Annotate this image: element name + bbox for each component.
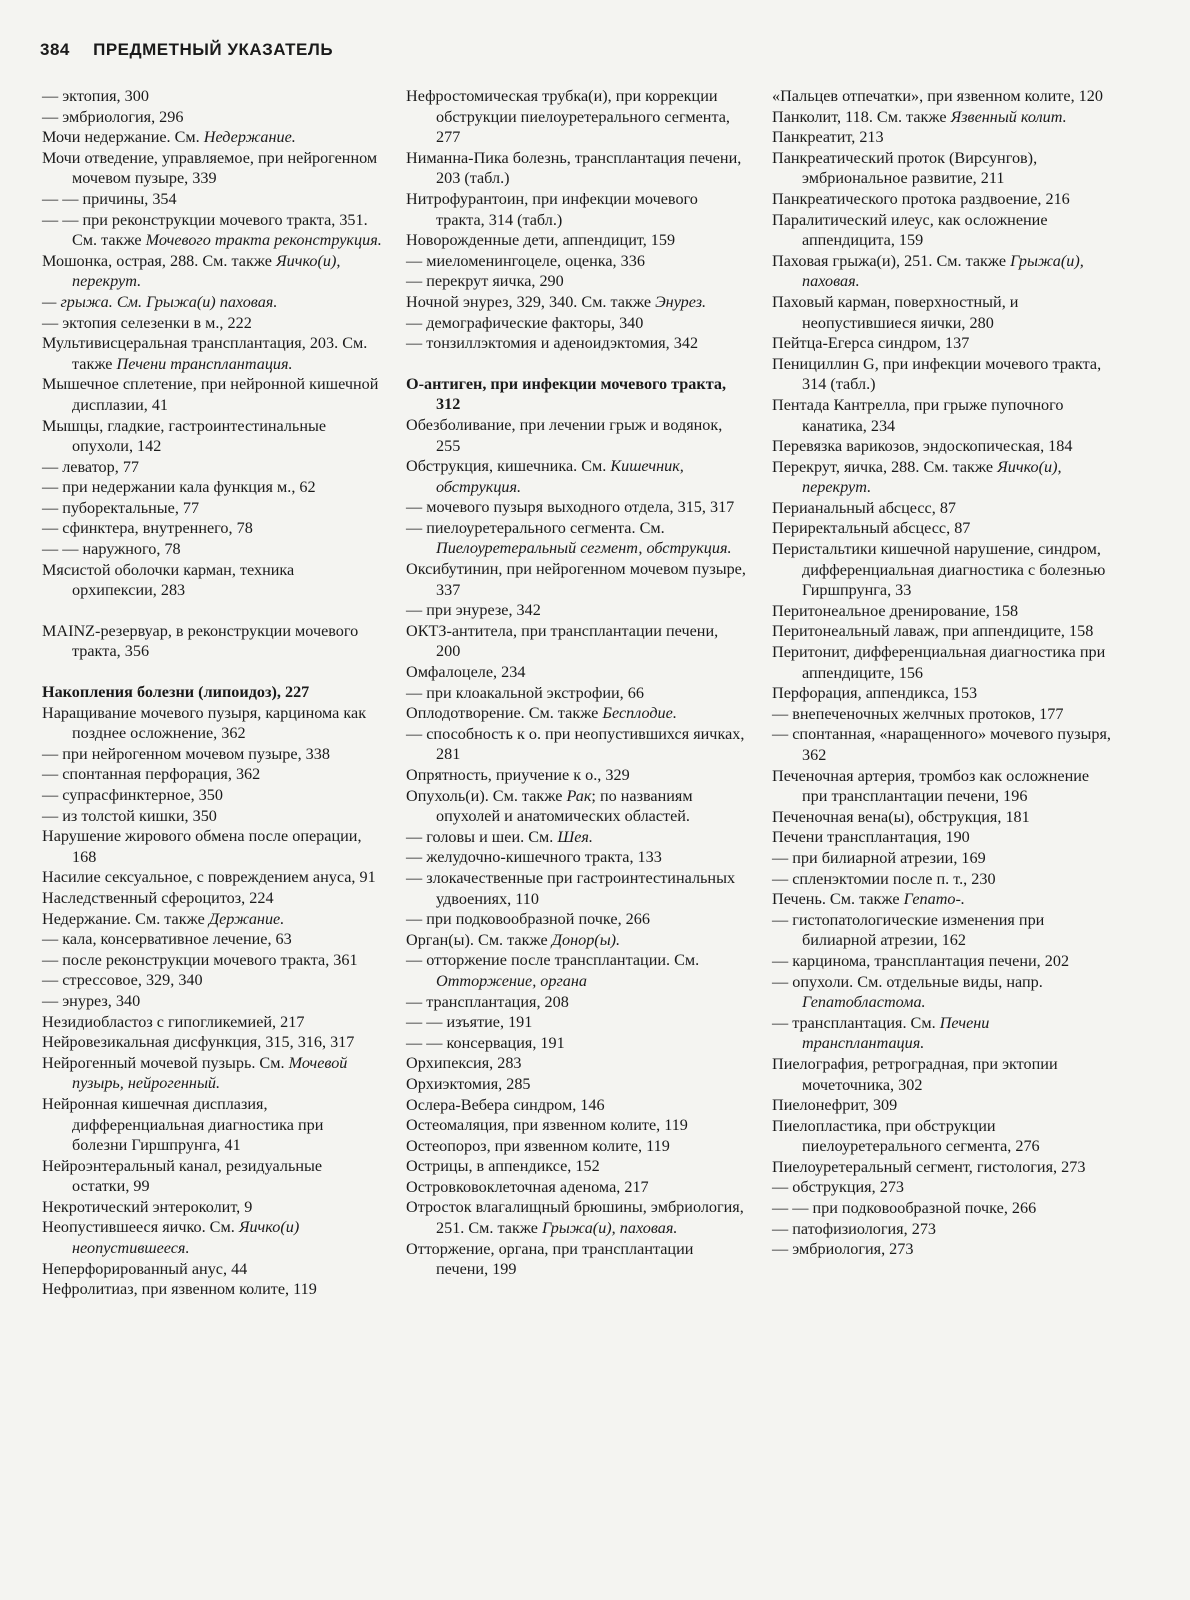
entry-crossref: Мочевого тракта реконструкция. xyxy=(145,231,382,250)
entry-text: Пиелография, ретроградная, при эктопии мочеточника, 302 xyxy=(772,1054,1058,1094)
entry-text: Недержание. См. также xyxy=(42,909,209,928)
entry-text: Остеопороз, при язвенном колите, 119 xyxy=(406,1136,670,1155)
entry-text: — головы и шеи. См. xyxy=(406,827,558,846)
index-entry xyxy=(406,313,746,334)
entry-text: Пиелонефрит, 309 xyxy=(772,1096,898,1115)
index-entry xyxy=(42,1094,382,1156)
entry-text: Нитрофурантоин, при инфекции мочевого тракта, 314 (табл.) xyxy=(406,189,698,229)
entry-text: — супрасфинктерное, 350 xyxy=(42,786,223,804)
entry-text: Остеомаляция, при язвенном колите, 119 xyxy=(406,1116,688,1135)
entry-text: MAINZ-резервуар, в реконструкции мочевого тракта, 356 xyxy=(42,621,359,661)
index-entry xyxy=(406,662,746,683)
entry-text: — — при подковообразной почке, 266 xyxy=(772,1199,1037,1218)
entry-text: Перистальтики кишечной нарушение, синдром, дифференциальная диагностика с болезнью Гиршпрунга, 33 xyxy=(772,540,1106,600)
entry-text: Орхиэктомия, 285 xyxy=(406,1074,531,1093)
index-entry xyxy=(42,703,382,744)
entry-crossref: Гепато-. xyxy=(903,890,965,909)
index-entry xyxy=(772,1116,1112,1157)
entry-text: Нейровезикальная дисфункция, 315, 316, 317 xyxy=(42,1033,355,1052)
index-entry xyxy=(406,703,746,724)
entry-text: Оксибутинин, при нейрогенном мочевом пузыре, 337 xyxy=(406,560,746,599)
index-entry xyxy=(406,456,746,497)
entry-text: Пентада Кантрелла, при грыже пупочного канатика, 234 xyxy=(772,395,1064,435)
index-entry xyxy=(772,601,1112,622)
entry-text: — пиелоуретерального сегмента. См. xyxy=(406,518,665,537)
index-entry xyxy=(772,642,1112,683)
entry-text: Панкреатический проток (Вирсунгов), эмбриональное развитие, 211 xyxy=(772,148,1038,188)
index-entry xyxy=(42,1197,382,1218)
page-header xyxy=(40,40,333,60)
entry-text: Перевязка варикозов, эндоскопическая, 184 xyxy=(772,437,1073,456)
entry-crossref: Грыжа(и), паховая. xyxy=(542,1219,678,1238)
index-entry xyxy=(406,1177,746,1198)
entry-text: Нефростомическая трубка(и), при коррекции обструкции пиелоуретерального сегмента, 277 xyxy=(406,87,730,147)
index-entry xyxy=(772,869,1112,890)
index-entry xyxy=(406,1197,746,1238)
entry-text: — при билиарной атрезии, 169 xyxy=(772,848,986,867)
index-entry xyxy=(42,416,382,457)
entry-text: Пиелоуретеральный сегмент, гистология, 273 xyxy=(772,1157,1086,1176)
index-entry xyxy=(42,1259,382,1280)
entry-text: Паховая грыжа(и), 251. См. также xyxy=(772,251,1011,270)
entry-crossref: Донор(ы). xyxy=(551,930,621,949)
index-entry xyxy=(42,313,382,334)
index-entry xyxy=(772,1239,1112,1260)
entry-text: — спонтанная, «наращенного» мочевого пузыря, 362 xyxy=(772,725,1111,764)
entry-text: Новорожденные дети, аппендицит, 159 xyxy=(406,231,676,250)
entry-text: ; по названиям опухолей и анатомических областей. xyxy=(436,786,693,826)
index-entry xyxy=(42,1279,382,1300)
entry-text: — мочевого пузыря выходного отдела, 315, 317 xyxy=(406,498,735,517)
entry-text: — опухоли. См. отдельные виды, напр. xyxy=(772,972,1043,991)
index-entry xyxy=(772,827,1112,848)
entry-crossref: Отторжение, органа xyxy=(436,971,588,990)
index-entry xyxy=(42,127,382,148)
entry-text: Насилие сексуальное, с повреждением ануса, 91 xyxy=(42,868,376,887)
index-entry xyxy=(42,682,382,703)
index-entry xyxy=(406,148,746,189)
entry-text: О-антиген, при инфекции мочевого тракта, 312 xyxy=(406,374,726,414)
index-entry xyxy=(406,374,746,415)
entry-text: — из толстой кишки, 350 xyxy=(42,806,217,825)
entry-text: Накопления болезни (липоидоз), 227 xyxy=(42,683,310,702)
index-entry xyxy=(772,951,1112,972)
index-entry xyxy=(772,148,1112,189)
index-entry xyxy=(42,292,382,313)
index-entry xyxy=(772,766,1112,807)
index-entry xyxy=(406,518,746,559)
entry-text: Перитонит, дифференциальная диагностика при аппендиците, 156 xyxy=(772,643,1106,682)
entry-text: Обструкция, кишечника. См. xyxy=(406,457,611,476)
index-entry xyxy=(42,210,382,251)
entry-text: — при нейрогенном мочевом пузыре, 338 xyxy=(42,744,330,763)
entry-text: Наращивание мочевого пузыря, карцинома как позднее осложнение, 362 xyxy=(42,703,367,743)
index-entry xyxy=(406,251,746,272)
entry-text: Мультивисцеральная трансплантация, 203. См. также xyxy=(42,334,368,373)
index-entry xyxy=(42,1012,382,1033)
entry-text: — — причины, 354 xyxy=(42,189,177,208)
entry-text: Пенициллин G, при инфекции мочевого тракта, 314 (табл.) xyxy=(772,354,1102,394)
index-entry xyxy=(772,683,1112,704)
entry-crossref: Мочевой пузырь, нейрогенный. xyxy=(72,1053,348,1093)
entry-text: — после реконструкции мочевого тракта, 361 xyxy=(42,950,358,969)
entry-text: Мясистой оболочки карман, техника орхипексии, 283 xyxy=(42,560,295,600)
index-entry xyxy=(772,251,1112,292)
index-entry xyxy=(772,354,1112,395)
entry-text: Печеночная вена(ы), обструкция, 181 xyxy=(772,807,1030,826)
index-entry xyxy=(42,189,382,210)
entry-text: «Пальцев отпечатки», при язвенном колите, 120 xyxy=(772,87,1103,105)
index-entry xyxy=(406,271,746,292)
entry-text: Омфалоцеле, 234 xyxy=(406,663,526,682)
entry-text: — эмбриология, 296 xyxy=(42,107,184,126)
entry-text: — гистопатологические изменения при билиарной атрезии, 162 xyxy=(772,910,1045,950)
index-entry xyxy=(42,374,382,415)
index-entry xyxy=(406,1136,746,1157)
index-entry xyxy=(772,1157,1112,1178)
entry-text: — обструкция, 273 xyxy=(772,1178,905,1197)
index-entry xyxy=(772,972,1112,1013)
index-entry xyxy=(42,888,382,909)
entry-text: Нейроэнтеральный канал, резидуальные остатки, 99 xyxy=(42,1156,323,1196)
index-entry xyxy=(772,127,1112,148)
index-entry xyxy=(772,333,1112,354)
entry-text: Орхипексия, 283 xyxy=(406,1054,522,1073)
index-entry xyxy=(772,189,1112,210)
entry-text: — отторжение после трансплантации. См. xyxy=(406,951,700,970)
index-entry xyxy=(406,1033,746,1054)
page-number: 384 xyxy=(40,40,70,59)
index-entry xyxy=(772,621,1112,642)
entry-crossref: Кишечник, обструкция. xyxy=(436,457,684,496)
entry-text: — — наружного, 78 xyxy=(42,540,181,559)
entry-crossref: Бесплодие. xyxy=(602,704,677,723)
entry-text: Пейтца-Егерса синдром, 137 xyxy=(772,334,970,353)
entry-text: Острицы, в аппендиксе, 152 xyxy=(406,1157,600,1176)
index-column-3 xyxy=(772,86,1112,1260)
index-entry xyxy=(772,107,1112,128)
index-entry xyxy=(406,847,746,868)
index-entry xyxy=(42,498,382,519)
entry-text: Нейрогенный мочевой пузырь. См. xyxy=(42,1053,289,1072)
index-entry xyxy=(772,724,1112,765)
entry-crossref: Рак xyxy=(566,786,592,805)
index-entry xyxy=(42,867,382,888)
index-entry xyxy=(406,1115,746,1136)
index-entry xyxy=(42,1032,382,1053)
entry-text: Периректальный абсцесс, 87 xyxy=(772,519,971,538)
entry-text: — желудочно-кишечного тракта, 133 xyxy=(406,848,662,867)
index-entry xyxy=(42,826,382,867)
index-entry xyxy=(42,1053,382,1094)
index-entry xyxy=(772,1219,1112,1240)
entry-text: — карцинома, трансплантация печени, 202 xyxy=(772,951,1070,970)
index-entry xyxy=(772,704,1112,725)
entry-text: Ослера-Вебера синдром, 146 xyxy=(406,1095,605,1114)
entry-text: Перфорация, аппендикса, 153 xyxy=(772,684,978,703)
entry-text: Нейронная кишечная дисплазия, дифференциальная диагностика при болезни Гиршпрунга, 41 xyxy=(42,1094,324,1155)
index-entry xyxy=(406,1239,746,1280)
entry-text: Перитонеальное дренирование, 158 xyxy=(772,601,1019,620)
index-entry xyxy=(406,1012,746,1033)
entry-text: — трансплантация. См. xyxy=(772,1013,940,1032)
entry-text: — при недержании кала функция м., 62 xyxy=(42,478,316,497)
entry-text: — леватор, 77 xyxy=(42,457,140,476)
index-entry xyxy=(406,415,746,456)
entry-crossref: Недержание. xyxy=(203,128,296,147)
index-entry xyxy=(406,786,746,827)
entry-text: Орган(ы). См. также xyxy=(406,930,552,949)
entry-text: Перианальный абсцесс, 87 xyxy=(772,498,957,517)
index-entry xyxy=(406,230,746,251)
index-entry xyxy=(406,333,746,354)
index-entry xyxy=(406,992,746,1013)
index-entry xyxy=(772,848,1112,869)
index-entry xyxy=(406,868,746,909)
index-entry xyxy=(772,1198,1112,1219)
index-entry xyxy=(42,333,382,374)
entry-text: Нефролитиаз, при язвенном колите, 119 xyxy=(42,1280,317,1299)
index-entry xyxy=(772,518,1112,539)
index-entry xyxy=(42,909,382,930)
entry-crossref: Яичко(и), перекрут. xyxy=(72,251,341,291)
index-entry xyxy=(772,889,1112,910)
entry-text: — при энурезе, 342 xyxy=(406,601,541,620)
index-entry xyxy=(406,559,746,600)
index-entry xyxy=(42,251,382,292)
entry-text: Неопустившееся яичко. См. xyxy=(42,1218,239,1237)
index-entry xyxy=(42,991,382,1012)
entry-text: — способность к о. при неопустившихся яичках, 281 xyxy=(406,724,745,764)
index-entry xyxy=(406,909,746,930)
entry-text: — миеломенингоцеле, оценка, 336 xyxy=(406,251,645,270)
entry-crossref: Язвенный колит. xyxy=(950,107,1067,126)
entry-text: — при подковообразной почке, 266 xyxy=(406,910,650,929)
index-entry xyxy=(406,86,746,148)
entry-crossref: Шея. xyxy=(557,827,593,846)
entry-crossref: Пиелоуретеральный сегмент, обструкция. xyxy=(436,539,732,558)
entry-text: Некротический энтероколит, 9 xyxy=(42,1197,253,1216)
entry-text: Панкреатического протока раздвоение, 216 xyxy=(772,189,1070,208)
entry-text: — энурез, 340 xyxy=(42,991,141,1010)
entry-text: — при клоакальной экстрофии, 66 xyxy=(406,683,644,702)
index-entry xyxy=(772,1177,1112,1198)
index-entry xyxy=(406,292,746,313)
index-entry xyxy=(406,930,746,951)
entry-text: Мышечное сплетение, при нейронной кишечной дисплазии, 41 xyxy=(42,375,379,414)
entry-text: — пуборектальные, 77 xyxy=(42,498,200,517)
index-entry xyxy=(406,1053,746,1074)
index-entry xyxy=(42,970,382,991)
index-entry xyxy=(772,539,1112,601)
entry-text: Пиелопластика, при обструкции пиелоуретерального сегмента, 276 xyxy=(772,1116,1040,1156)
entry-text: Перитонеальный лаваж, при аппендиците, 158 xyxy=(772,622,1094,641)
index-entry xyxy=(406,1095,746,1116)
index-entry xyxy=(772,395,1112,436)
index-entry xyxy=(42,457,382,478)
entry-text: Опухоль(и). См. также xyxy=(406,786,567,805)
entry-text: — — изъятие, 191 xyxy=(406,1013,533,1032)
index-entry xyxy=(406,765,746,786)
index-entry xyxy=(772,807,1112,828)
index-entry xyxy=(406,1074,746,1095)
entry-text: — кала, консервативное лечение, 63 xyxy=(42,930,292,949)
entry-crossref: Энурез. xyxy=(655,292,707,311)
index-entry xyxy=(406,724,746,765)
entry-text: Ниманна-Пика болезнь, трансплантация печени, 203 (табл.) xyxy=(406,148,742,188)
index-entry xyxy=(42,621,382,662)
entry-text: Оплодотворение. См. также xyxy=(406,704,603,723)
entry-crossref: Гепатобластома. xyxy=(802,993,926,1012)
index-entry xyxy=(406,621,746,662)
entry-crossref: Грыжа(и), паховая. xyxy=(802,251,1084,291)
entry-text: Панколит, 118. См. также xyxy=(772,107,951,126)
index-entry xyxy=(42,86,382,107)
index-entry xyxy=(772,457,1112,498)
index-entry xyxy=(406,1156,746,1177)
entry-text: Панкреатит, 213 xyxy=(772,128,884,147)
entry-text: — перекрут яичка, 290 xyxy=(406,272,564,291)
index-entry xyxy=(42,785,382,806)
entry-text: — демографические факторы, 340 xyxy=(406,313,644,332)
entry-text: Опрятность, приучение к о., 329 xyxy=(406,766,630,784)
index-entry xyxy=(406,827,746,848)
index-entry xyxy=(42,1217,382,1258)
index-entry xyxy=(772,1013,1112,1054)
entry-text: — эктопия, 300 xyxy=(42,87,149,105)
entry-text: Мышцы, гладкие, гастроинтестинальные опухоли, 142 xyxy=(42,416,327,456)
entry-text: Неперфорированный анус, 44 xyxy=(42,1259,248,1278)
index-entry xyxy=(406,189,746,230)
entry-text: Печень. См. также xyxy=(772,890,904,909)
entry-text: Обезболивание, при лечении грыж и водянок, 255 xyxy=(406,415,723,455)
entry-text: — спленэктомии после п. т., 230 xyxy=(772,869,996,888)
entry-text: — — консервация, 191 xyxy=(406,1033,565,1052)
index-entry xyxy=(772,292,1112,333)
index-entry xyxy=(406,600,746,621)
entry-crossref: — грыжа. См. Грыжа(и) паховая. xyxy=(42,292,278,311)
entry-text: Островковоклеточная аденома, 217 xyxy=(406,1177,649,1196)
entry-text: Паралитический илеус, как осложнение аппендицита, 159 xyxy=(772,210,1048,250)
index-entry xyxy=(406,683,746,704)
entry-text: — стрессовое, 329, 340 xyxy=(42,971,203,990)
index-entry xyxy=(772,910,1112,951)
entry-text: Печени трансплантация, 190 xyxy=(772,828,970,847)
index-entry xyxy=(42,806,382,827)
entry-text: — эмбриология, 273 xyxy=(772,1240,914,1259)
entry-crossref: Яичко(и) неопустившееся. xyxy=(72,1218,300,1258)
entry-text: — злокачественные при гастроинтестинальных удвоениях, 110 xyxy=(406,868,736,908)
index-entry xyxy=(772,210,1112,251)
index-entry xyxy=(772,436,1112,457)
entry-text: Печеночная артерия, тромбоз как осложнение при трансплантации печени, 196 xyxy=(772,766,1090,806)
entry-text: — тонзиллэктомия и аденоидэктомия, 342 xyxy=(406,334,699,353)
index-entry xyxy=(406,950,746,991)
entry-text: Мочи отведение, управляемое, при нейрогенном мочевом пузыре, 339 xyxy=(42,148,378,188)
index-entry xyxy=(406,497,746,518)
index-column-1 xyxy=(42,86,382,1300)
index-entry xyxy=(42,107,382,128)
index-entry xyxy=(42,539,382,560)
entry-crossref: Печени трансплантация. xyxy=(802,1013,990,1053)
entry-text: — — при реконструкции мочевого тракта, 351. См. также xyxy=(42,210,368,250)
index-entry xyxy=(42,744,382,765)
entry-text: Наследственный сфероцитоз, 224 xyxy=(42,888,274,907)
index-entry xyxy=(42,950,382,971)
entry-text: Отросток влагалищный брюшины, эмбриология, 251. См. также xyxy=(406,1198,744,1238)
entry-crossref: Держание. xyxy=(208,909,285,928)
index-entry xyxy=(772,86,1112,107)
index-entry xyxy=(42,560,382,601)
index-entry xyxy=(42,764,382,785)
entry-text: — спонтанная перфорация, 362 xyxy=(42,765,261,784)
entry-text: — трансплантация, 208 xyxy=(406,992,569,1011)
index-entry xyxy=(42,1156,382,1197)
index-entry xyxy=(772,498,1112,519)
entry-text: Ночной энурез, 329, 340. См. также xyxy=(406,292,656,311)
index-column-2 xyxy=(406,86,746,1280)
entry-text: Паховый карман, поверхностный, и неопустившиеся яички, 280 xyxy=(772,292,1019,332)
index-entry xyxy=(772,1095,1112,1116)
index-entry xyxy=(42,929,382,950)
entry-text: Перекрут, яичка, 288. См. также xyxy=(772,457,998,476)
entry-text: — патофизиология, 273 xyxy=(772,1219,937,1238)
entry-text: Нарушение жирового обмена после операции, 168 xyxy=(42,827,362,866)
entry-text: — эктопия селезенки в м., 222 xyxy=(42,313,252,332)
entry-text: Отторжение, органа, при трансплантации печени, 199 xyxy=(406,1239,694,1279)
entry-text: Мочи недержание. См. xyxy=(42,128,204,147)
entry-text: ОКТЗ-антитела, при трансплантации печени, 200 xyxy=(406,621,719,661)
index-entry xyxy=(42,477,382,498)
entry-crossref: Печени трансплантация. xyxy=(116,354,293,373)
entry-crossref: Яичко(и), перекрут. xyxy=(802,457,1062,497)
entry-text: Мошонка, острая, 288. См. также xyxy=(42,251,277,270)
index-entry xyxy=(772,1054,1112,1095)
entry-text: Незидиобластоз с гипогликемией, 217 xyxy=(42,1012,305,1031)
entry-text: — сфинктера, внутреннего, 78 xyxy=(42,519,253,538)
index-entry xyxy=(42,518,382,539)
entry-text: — внепеченочных желчных протоков, 177 xyxy=(772,704,1064,723)
page-title: ПРЕДМЕТНЫЙ УКАЗАТЕЛЬ xyxy=(93,40,334,59)
index-entry xyxy=(42,148,382,189)
